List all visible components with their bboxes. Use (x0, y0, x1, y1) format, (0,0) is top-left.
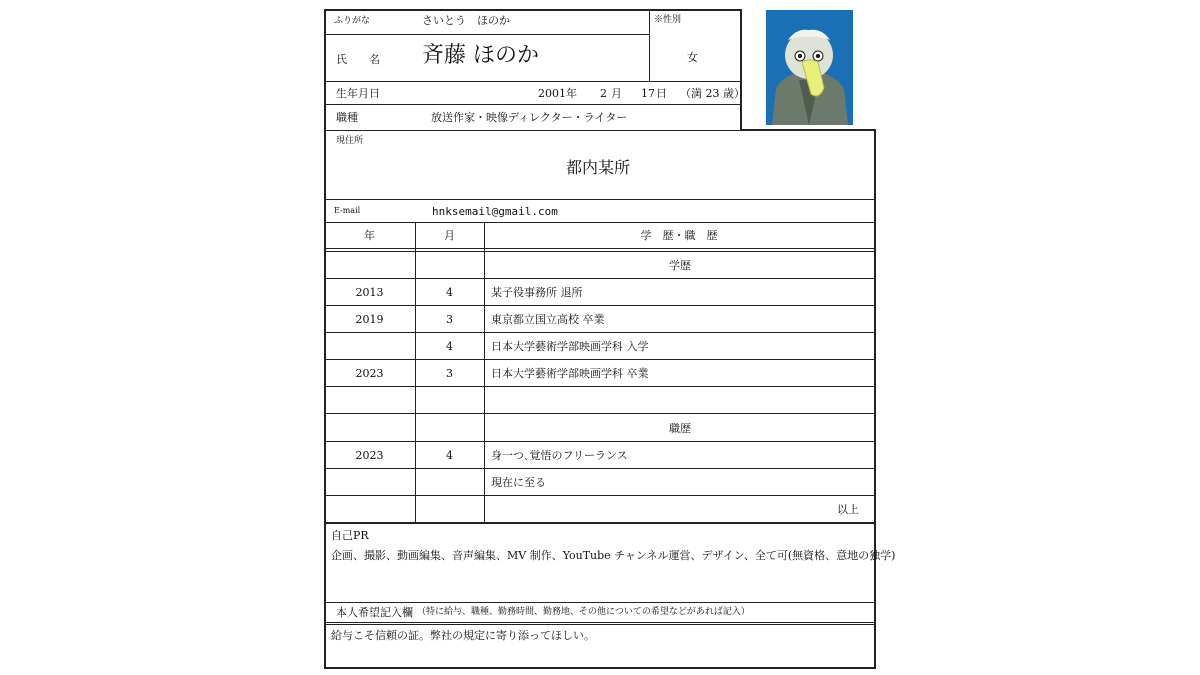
row-text: 日本大学藝術学部映画学科 卒業 (491, 367, 649, 380)
row-year: 2019 (355, 313, 384, 326)
row-text: 某子役事務所 退所 (491, 286, 583, 299)
row-year: 2023 (355, 449, 384, 462)
birth-day: 17 (641, 87, 655, 100)
row-month: 4 (446, 449, 453, 462)
birth-year-unit: 年 (566, 87, 577, 100)
table-header-month: 月 (444, 229, 455, 242)
row-section-education: 学歴 (669, 259, 691, 272)
birth-year: 2001 (538, 87, 566, 100)
birth-month: 2 (600, 87, 607, 100)
row-text: 日本大学藝術学部映画学科 入学 (491, 340, 649, 353)
furigana-value: さいとう ほのか (422, 14, 510, 27)
row-month: 4 (446, 340, 453, 353)
row-text: 現在に至る (491, 476, 546, 489)
address-label: 現住所 (336, 136, 364, 146)
name-value: 斉藤 ほのか (422, 43, 539, 68)
wish-label: 本人希望記入欄 (336, 606, 413, 619)
job-value: 放送作家・映像ディレクター・ライター (431, 111, 628, 124)
birth-month-unit: 月 (611, 87, 622, 100)
email-label: E-mail (334, 206, 361, 215)
row-text: 身一つ､覚悟のフリーランス (491, 449, 628, 462)
birth-age: （満 23 歳） (680, 87, 745, 100)
row-text: 東京都立国立高校 卒業 (491, 313, 605, 326)
profile-photo (766, 10, 853, 125)
wish-text: 給与こそ信頼の証。弊社の規定に寄り添ってほしい。 (331, 629, 595, 642)
birth-day-unit: 日 (656, 87, 667, 100)
wish-note: （特に給与、職種、勤務時間、勤務地、その他についての希望などがあれば記入） (417, 607, 750, 617)
row-month: 3 (446, 367, 453, 380)
row-text-end: 以上 (837, 503, 859, 516)
pr-text: 企画、撮影、動画編集、音声編集、MV 制作、YouTube チャンネル運営、デザイン、全て可(無資格、意地の独学) (331, 549, 896, 562)
row-year: 2013 (355, 286, 384, 299)
table-header-history: 学 歴・職 歴 (640, 229, 718, 242)
birth-label: 生年月日 (336, 87, 380, 100)
furigana-label: ふりがな (334, 16, 371, 26)
gender-label: ※性別 (654, 15, 682, 25)
table-header-year: 年 (364, 229, 375, 242)
job-label: 職種 (336, 111, 358, 124)
row-year: 2023 (355, 367, 384, 380)
row-month: 3 (446, 313, 453, 326)
address-value: 都内某所 (566, 158, 631, 177)
name-label: 氏 名 (336, 53, 380, 66)
email-value: hnksemail@gmail.com (432, 205, 558, 218)
puppet-illustration (766, 10, 853, 125)
pr-label: 自己PR (331, 529, 369, 542)
gender-value: 女 (687, 51, 698, 64)
row-section-career: 職歴 (669, 422, 691, 435)
row-month: 4 (446, 286, 453, 299)
